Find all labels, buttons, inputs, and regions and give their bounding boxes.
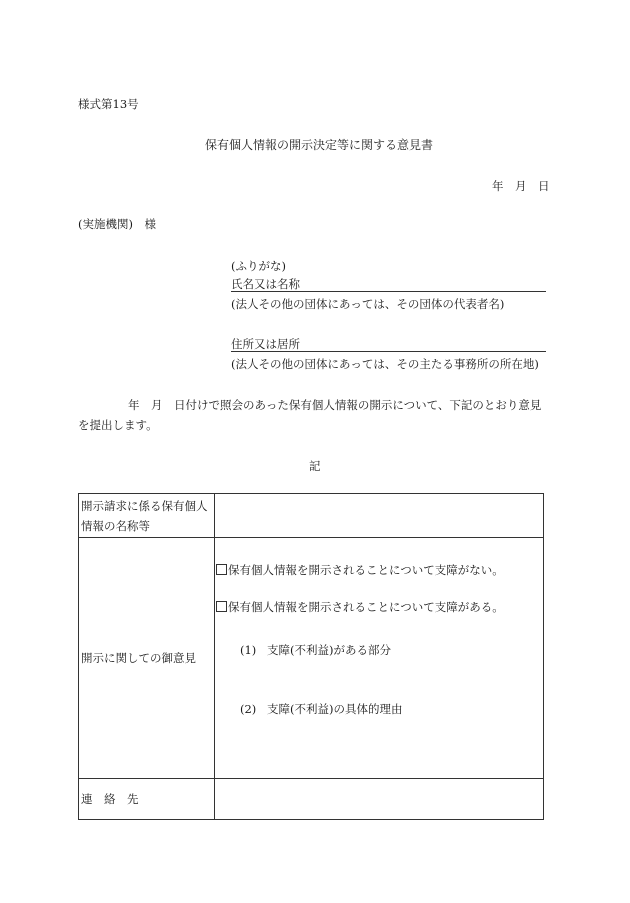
document-name-label xyxy=(79,494,215,538)
option-issue-text: 保有個人情報を開示されることについて支障がある。 xyxy=(228,600,504,614)
sub-item-2-number: (2) xyxy=(240,702,257,716)
address-note: (法人その他の団体にあっては、その主たる事務所の所在地) xyxy=(231,357,539,371)
opinion-table xyxy=(78,493,544,820)
opinion-label: 開示に関しての御意見 xyxy=(79,538,215,779)
sub-item-1-text: 支障(不利益)がある部分 xyxy=(267,643,391,657)
checkbox-icon[interactable] xyxy=(216,564,227,575)
table-row-opinion xyxy=(79,538,544,779)
name-label: 氏名又は名称 xyxy=(231,277,300,291)
addressee: (実施機関) 様 xyxy=(78,217,156,231)
option-no-issue-text: 保有個人情報を開示されることについて支障がない。 xyxy=(228,563,504,577)
contact-cell[interactable] xyxy=(215,779,544,820)
table-row-contact xyxy=(79,779,544,820)
sub-item-1 xyxy=(240,642,391,658)
sub-item-2-text: 支障(不利益)の具体的理由 xyxy=(267,702,403,716)
document-name-cell[interactable] xyxy=(215,494,544,538)
form-number: 様式第13号 xyxy=(78,97,139,111)
address-underline xyxy=(231,351,546,352)
sub-item-1-number: (1) xyxy=(240,643,257,657)
document-name-label-line-1: 開示請求に係る保有個人 xyxy=(81,498,208,513)
sub-item-2 xyxy=(240,701,402,717)
document-name-label-line-2: 情報の名称等 xyxy=(81,518,150,533)
ki-heading: 記 xyxy=(309,459,321,473)
furigana-label: (ふりがな) xyxy=(231,259,286,273)
checkbox-icon[interactable] xyxy=(216,601,227,612)
contact-label: 連 絡 先 xyxy=(79,779,215,820)
date-line: 年 月 日 xyxy=(492,179,550,193)
option-issue[interactable] xyxy=(216,599,504,615)
body-line-2: を提出します。 xyxy=(78,418,158,432)
option-no-issue[interactable] xyxy=(216,562,504,578)
table-row-document-name xyxy=(79,494,544,538)
name-underline xyxy=(231,291,546,292)
address-label: 住所又は居所 xyxy=(231,337,300,351)
body-line-1: 年 月 日付けで照会のあった保有個人情報の開示について、下記のとおり意見 xyxy=(128,398,542,412)
opinion-cell xyxy=(215,538,544,779)
document-title: 保有個人情報の開示決定等に関する意見書 xyxy=(205,138,434,152)
name-note: (法人その他の団体にあっては、その団体の代表者名) xyxy=(231,297,505,311)
